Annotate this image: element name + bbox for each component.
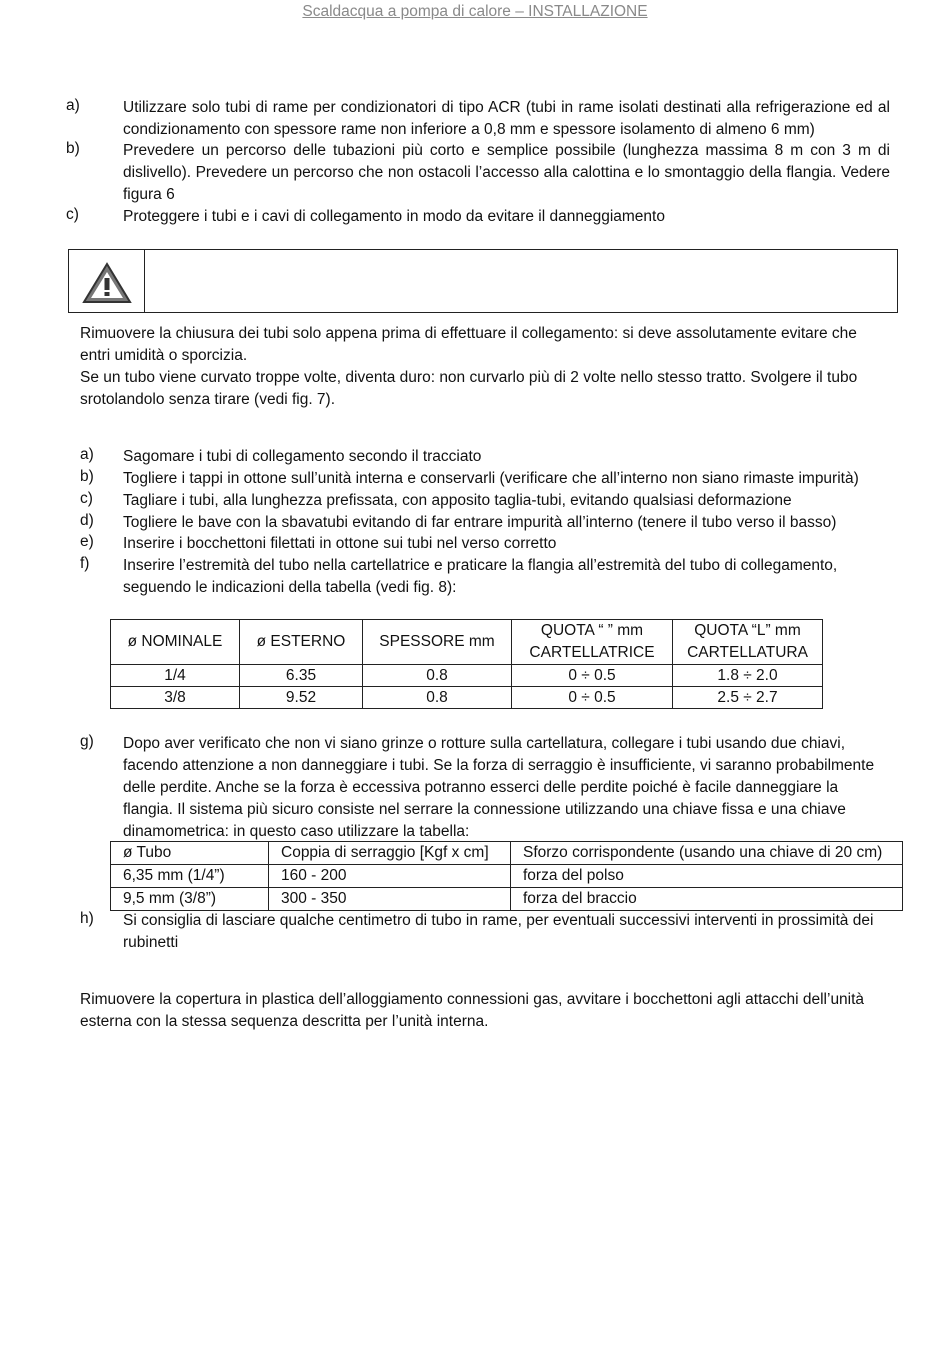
- table-cell: 1/4: [111, 665, 240, 687]
- list-text: Dopo aver verificato che non vi siano grinze o rotture sulla cartellatura, collegare i tubi usando due chiavi, facendo attenzione a non danneggiare i tubi. Se la forza di serraggio è insufficiente, vi saranno probabilmente delle perdite. Anche se la forza è eccessiva potranno esserci delle perdite poiché è facile danneggiare la flangia. Il sistema più sicuro consiste nel serrare la connessione utilizzando una chiave fissa e una chiave dinamometrica: in questo caso utilizzare la tabella:: [123, 735, 875, 840]
- list-label: h): [80, 910, 94, 927]
- header-line: CARTELLATURA: [687, 644, 808, 661]
- table-cell: 0.8: [363, 687, 512, 709]
- header-line: QUOTA “ ” mm: [540, 622, 644, 639]
- header-line: CARTELLATRICE: [529, 644, 655, 661]
- list-text: Si consiglia di lasciare qualche centimetro di tubo in rame, per eventuali successivi interventi in prossimità dei rubinetti: [123, 912, 874, 951]
- table-header-cell: Sforzo corrispondente (usando una chiave di 20 cm): [511, 842, 903, 865]
- header-line: QUOTA “L” mm: [694, 622, 801, 639]
- table-cell: 0 ÷ 0.5: [512, 665, 673, 687]
- list-text: Sagomare i tubi di collegamento secondo il tracciato: [123, 448, 482, 465]
- list-text: Proteggere i tubi e i cavi di collegamento in modo da evitare il danneggiamento: [123, 208, 665, 225]
- table-cell: 6,35 mm (1/4”): [111, 865, 269, 888]
- table-cell: 300 - 350: [269, 888, 511, 911]
- table-cell: 0.8: [363, 665, 512, 687]
- list-label: c): [80, 490, 93, 507]
- list-text: Togliere le bave con la sbavatubi evitando di far entrare impurità all’interno (tenere il tubo verso il basso): [123, 514, 837, 531]
- table-cell: 9,5 mm (3/8”): [111, 888, 269, 911]
- table-header-row: [111, 842, 903, 865]
- table-cell: 160 - 200: [269, 865, 511, 888]
- table-header-cell: ø ESTERNO: [240, 620, 363, 665]
- page-header: Scaldacqua a pompa di calore – INSTALLAZIONE: [302, 3, 648, 20]
- table-row: [111, 687, 823, 709]
- table-header-cell: [673, 620, 823, 665]
- table-cell: forza del polso: [511, 865, 903, 888]
- warning-paragraph: Rimuovere la chiusura dei tubi solo appena prima di effettuare il collegamento: si deve assolutamente evitare che entri umidità o sporcizia.: [80, 325, 857, 364]
- table-cell: 2.5 ÷ 2.7: [673, 687, 823, 709]
- list-label: d): [80, 512, 94, 529]
- table-cell: 9.52: [240, 687, 363, 709]
- table-row: [111, 665, 823, 687]
- torque-table: [110, 841, 903, 911]
- warning-paragraph: Se un tubo viene curvato troppe volte, diventa duro: non curvarlo più di 2 volte nello stesso tratto. Svolgere il tubo srotolandolo senza tirare (vedi fig. 7).: [80, 369, 858, 408]
- list-text: Inserire i bocchettoni filettati in ottone sui tubi nel verso corretto: [123, 535, 557, 552]
- table-cell: 0 ÷ 0.5: [512, 687, 673, 709]
- list-text: Prevedere un percorso delle tubazioni più corto e semplice possibile (lunghezza massima 8 m con 3 m di dislivello). Prevedere un percorso che non ostacoli l’accesso alla calottina e lo smontaggio della flangia. Vedere figura 6: [123, 142, 890, 203]
- table-cell: 6.35: [240, 665, 363, 687]
- table-header-cell: ø NOMINALE: [111, 620, 240, 665]
- list-text: Tagliare i tubi, alla lunghezza prefissata, con apposito taglia-tubi, evitando qualsiasi deformazione: [123, 492, 792, 509]
- table-row: [111, 865, 903, 888]
- list-label: a): [80, 446, 94, 463]
- list-label: a): [66, 97, 80, 114]
- list-label: b): [66, 140, 80, 157]
- list-label: f): [80, 555, 90, 572]
- list-text: Inserire l’estremità del tubo nella cartellatrice e praticare la flangia all’estremità del tubo di collegamento, seguendo le indicazioni della tabella (vedi fig. 8):: [123, 557, 838, 596]
- table-header-cell: Coppia di serraggio [Kgf x cm]: [269, 842, 511, 865]
- warning-icon-cell: [69, 250, 145, 312]
- warning-box: [68, 249, 898, 313]
- table-row: [111, 888, 903, 911]
- list-label: c): [66, 206, 79, 223]
- list-label: b): [80, 468, 94, 485]
- list-text: Utilizzare solo tubi di rame per condizionatori di tipo ACR (tubi in rame isolati destinati alla refrigerazione ed al condizionamento con spessore rame non inferiore a 0,8 mm e spessore isolamento di almeno 6 mm): [123, 99, 890, 138]
- table-header-cell: [512, 620, 673, 665]
- warning-triangle-icon: [82, 262, 132, 304]
- table-cell: forza del braccio: [511, 888, 903, 911]
- table-header-cell: SPESSORE mm: [363, 620, 512, 665]
- list-label: e): [80, 533, 94, 550]
- list-label: g): [80, 733, 94, 750]
- table-header-row: [111, 620, 823, 665]
- flaring-table: [110, 619, 823, 709]
- table-header-cell: ø Tubo: [111, 842, 269, 865]
- closing-paragraph: Rimuovere la copertura in plastica dell’alloggiamento connessioni gas, avvitare i bocchettoni agli attacchi dell’unità esterna con la stessa sequenza descritta per l’unità interna.: [80, 991, 865, 1030]
- table-cell: 1.8 ÷ 2.0: [673, 665, 823, 687]
- list-text: Togliere i tappi in ottone sull’unità interna e conservarli (verificare che all’interno non siano rimaste impurità): [123, 470, 859, 487]
- table-cell: 3/8: [111, 687, 240, 709]
